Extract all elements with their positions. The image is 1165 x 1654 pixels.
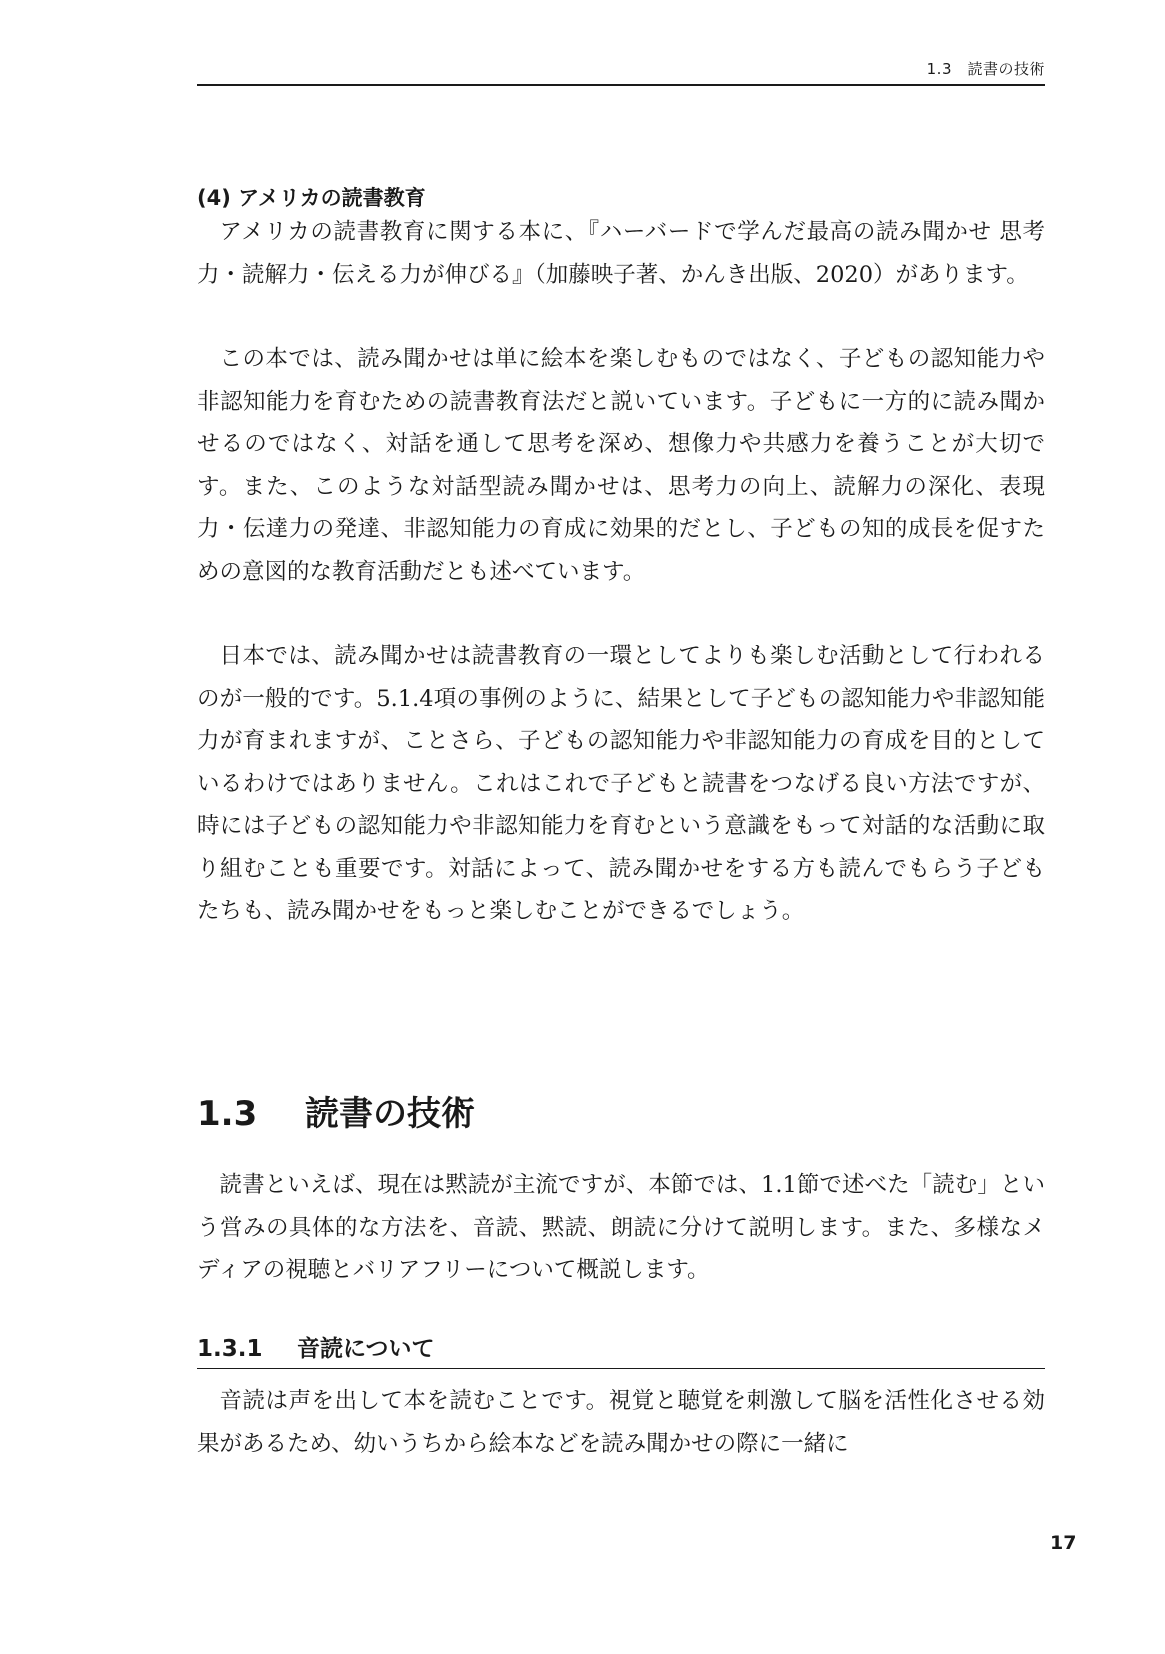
paragraph-section-intro: 読書といえば、現在は黙読が主流ですが、本節では、1.1節で述べた「読む」という営みの具体的な方法を、音読、黙読、朗読に分けて説明します。また、多様なメディアの視聴とバリアフリーについて概説します。 (197, 1172, 1045, 1283)
paragraph-book-summary: この本では、読み聞かせは単に絵本を楽しむものではなく、子どもの認知能力や非認知能力を育むための読書教育法だと説いています。子どもに一方的に読み聞かせるのではなく、対話を通して思考を深め、想像力や共感力を養うことが大切です。また、このような対話型読み聞かせは、思考力の向上、読解力の深化、表現力・伝達力の発達、非認知能力の育成に効果的だとし、子どもの知的成長を促すための意図的な教育活動だとも述べています。 (197, 346, 1045, 585)
paragraph-japan-comparison: 日本では、読み聞かせは読書教育の一環としてよりも楽しむ活動として行われるのが一般的です。5.1.4項の事例のように、結果として子どもの認知能力や非認知能力が育まれますが、ことさら、子どもの認知能力や非認知能力の育成を目的としているわけではありません。これはこれで子どもと読書をつなげる良い方法ですが、時には子どもの認知能力や非認知能力を育むという意識をもって対話的な活動に取り組むことも重要です。対話によって、読み聞かせをする方も読んでもらう子どもたちも、読み聞かせをもっと楽しむことができるでしょう。 (197, 643, 1045, 924)
section-number: 1.3 (197, 1094, 258, 1134)
paragraph-book-intro: アメリカの読書教育に関する本に、『ハーバードで学んだ最高の読み聞かせ 思考力・読解力・伝える力が伸びる』（加藤映子著、かんき出版、2020）があります。 (197, 219, 1045, 288)
running-header-text: 1.3 読書の技術 (926, 60, 1045, 78)
section-heading (197, 1086, 475, 1135)
section-title: 読書の技術 (305, 1094, 475, 1134)
subsection-number: 1.3.1 (197, 1336, 263, 1362)
subsection-heading-4: (4) アメリカの読書教育 (197, 186, 426, 210)
page-number: 17 (1050, 1532, 1077, 1554)
subsection-title: 音読について (297, 1336, 435, 1362)
running-header (197, 56, 1045, 86)
paragraph-ondoku: 音読は声を出して本を読むことです。視覚と聴覚を刺激して脳を活性化させる効果があるため、幼いうちから絵本などを読み聞かせの際に一緒に (197, 1388, 1045, 1457)
subsection-heading-1-3-1 (197, 1330, 1045, 1369)
